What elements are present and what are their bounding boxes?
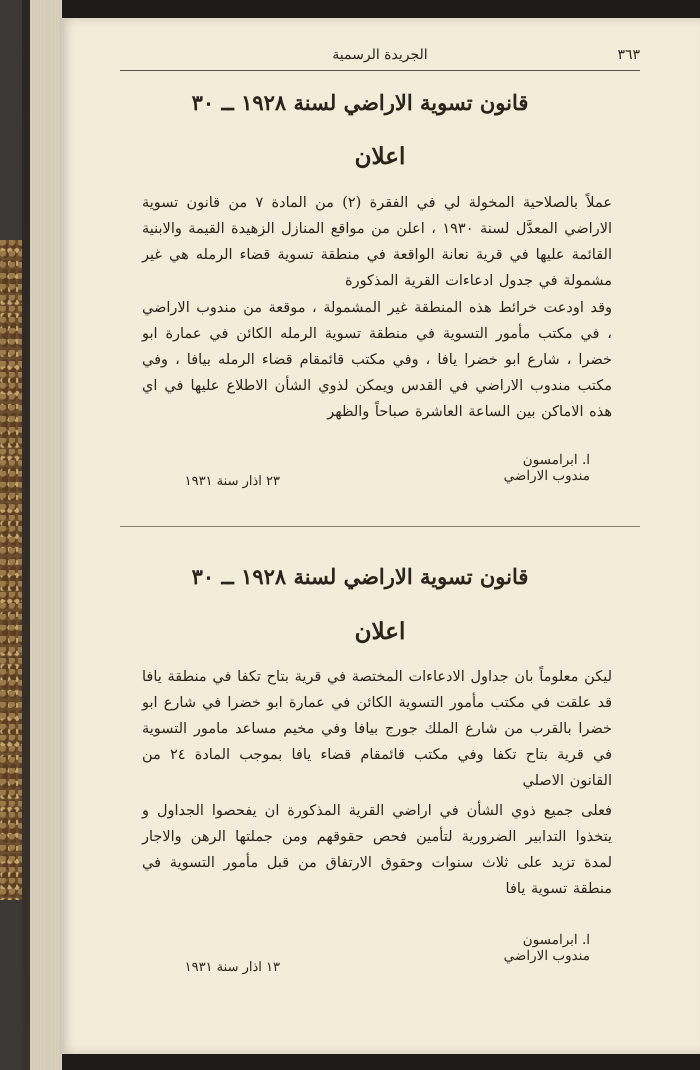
notice2-title: قانون تسوية الاراضي لسنة ١٩٢٨ ــ ٣٠ — [191, 564, 529, 589]
page-header — [120, 40, 640, 71]
notice1-title: قانون تسوية الاراضي لسنة ١٩٢٨ ــ ٣٠ — [191, 90, 529, 115]
notice1-signature-title: مندوب الاراضي — [503, 468, 590, 484]
notice1-paragraph-2: وقد اودعت خرائط هذه المنطقة غير المشمولة ، موقعة من مندوب الاراضي ، في مكتب مأمور التسوية في منطقة تسوية الرمله الكائن في عمارة ابو خضرا ، شارع ابو خضرا يافا ، وفي مكتب قائمقام قضاء الرمله بيافا ، وفي مكتب مندوب الاراضي في القدس ويمكن لذوي الشأن الاطلاع عليها في اي هذه الاماكن بين الساعة العاشرة صباحاً والظهر — [142, 300, 612, 420]
notice2-subtitle: اعلان — [354, 618, 406, 645]
notice2-signature-name: ا. ابرامسون — [522, 932, 590, 948]
notice1-signature-name: ا. ابرامسون — [522, 452, 590, 468]
notice1-date: ٢٣ اذار سنة ١٩٣١ — [184, 474, 280, 489]
gazette-title: الجريدة الرسمية — [332, 47, 428, 63]
gazette-page — [60, 18, 700, 1054]
notice1-paragraph-1: عملاً بالصلاحية المخولة لي في الفقرة (٢) من المادة ٧ من قانون تسوية الاراضي المعدَّل لسنة ١٩٣٠ ، اعلن من مواقع المنازل الزهيدة القيمة والابنية القائمة عليها في قرية نعانة الواقعة في منطقة تسوية قضاء الرمله هي غير مشمولة في جدول ادعاءات القرية المذكورة — [142, 195, 612, 289]
notice2-date: ١٣ اذار سنة ١٩٣١ — [184, 960, 280, 975]
section-divider — [120, 526, 640, 527]
book-cover-top — [0, 0, 22, 240]
notice2-signature-title: مندوب الاراضي — [503, 948, 590, 964]
book-cover-bottom — [0, 900, 22, 1070]
marbled-cover — [0, 240, 22, 900]
notice2-signature — [430, 932, 590, 964]
notice1-signature — [430, 452, 590, 484]
notice2-paragraph-1: ليكن معلوماً بان جداول الادعاءات المختصة في قرية بتاح تكفا في منطقة يافا قد علقت في مكتب مأمور التسوية الكائن في عمارة ابو خضرا في شارع ابو خضرا بالقرب من شارع الملك جورج بيافا وفي مخيم مساعد مامور التسوية في قرية بتاح تكفا وفي مكتب قائمقام قضاء يافا بموجب المادة ٢٤ من القانون الاصلي — [142, 669, 612, 789]
page-number: ٣٦٣ — [617, 47, 640, 63]
notice1-subtitle: اعلان — [354, 143, 406, 170]
notice2-paragraph-2: فعلى جميع ذوي الشأن في اراضي القرية المذكورة ان يفحصوا الجداول و يتخذوا التدابير الضرورية لتأمين فحص حقوقهم ومن جملتها الرهن والاجار لمدة تزيد على ثلاث سنوات وحقوق الارتفاق من قبل مأمور التسوية في منطقة تسوية يافا — [142, 803, 612, 897]
